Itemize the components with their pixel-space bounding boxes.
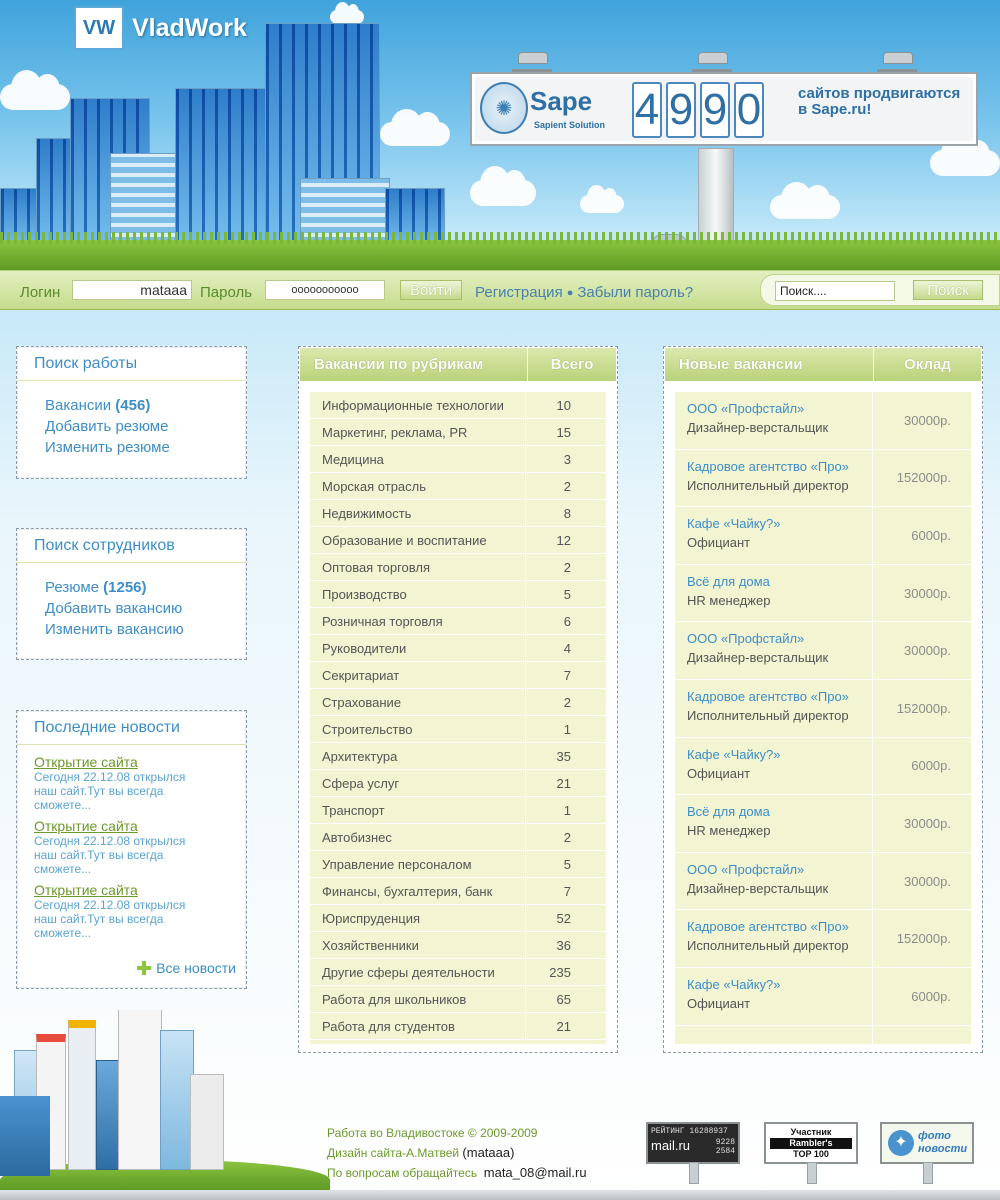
resumes-link[interactable]: Резюме (1256) xyxy=(45,579,147,596)
position-title: Официант xyxy=(687,535,751,551)
mailru-rating-counter[interactable] xyxy=(646,1122,740,1164)
cloud xyxy=(770,195,840,219)
table-row[interactable] xyxy=(310,527,606,554)
category-name[interactable]: Секритариат xyxy=(322,667,400,683)
table-row[interactable] xyxy=(310,419,606,446)
category-count: 10 xyxy=(525,392,605,418)
counter-number: 16288937 xyxy=(689,1127,728,1136)
cloud xyxy=(380,122,450,146)
vacancy-cell xyxy=(675,680,872,737)
header-banner xyxy=(0,0,1000,270)
table-header xyxy=(300,348,616,381)
category-name[interactable]: Оптовая торговля xyxy=(322,559,431,575)
search-button[interactable]: Поиск xyxy=(913,280,983,300)
vacancies-count: (456) xyxy=(115,397,151,414)
category-count: 21 xyxy=(525,1013,605,1039)
logo-text: VladWork xyxy=(132,13,247,42)
table-row[interactable] xyxy=(310,500,606,527)
position-title: Дизайнер-верстальщик xyxy=(687,650,829,666)
billboard-lamp xyxy=(512,52,552,72)
column-header-salary: Оклад xyxy=(904,356,951,373)
company-link[interactable]: Кафе «Чайку?» xyxy=(687,976,781,992)
news-panel xyxy=(16,710,247,989)
salary-value: 30000р. xyxy=(872,795,969,852)
camera-icon: ✦ xyxy=(888,1130,914,1156)
counter-brand: mail.ru xyxy=(651,1138,691,1153)
all-news-label: Все новости xyxy=(156,960,236,976)
category-name[interactable]: Морская отрасль xyxy=(322,478,427,494)
vacancy-cell xyxy=(675,392,872,449)
category-count: 2 xyxy=(525,824,605,850)
cloud xyxy=(470,180,536,206)
table-row[interactable] xyxy=(310,635,606,662)
position-title: Дизайнер-верстальщик xyxy=(687,880,829,896)
table-row[interactable] xyxy=(310,554,606,581)
category-name[interactable]: Финансы, бухгалтерия, банк xyxy=(322,883,493,899)
position-title: HR менеджер xyxy=(687,592,771,608)
salary-value: 6000р. xyxy=(872,738,969,795)
news-text: Сегодня 22.12.08 открылся наш сайт.Тут вы всегда сможете... xyxy=(34,834,186,876)
table-row[interactable] xyxy=(310,716,606,743)
category-name[interactable]: Работа для студентов xyxy=(322,1018,455,1034)
billboard-lamp xyxy=(877,52,917,72)
sape-banner[interactable] xyxy=(470,72,978,146)
salary-value: 152000р. xyxy=(872,450,969,507)
designer-nick: (mataaa) xyxy=(462,1145,515,1160)
company-link[interactable]: ООО «Профстайл» xyxy=(687,401,805,416)
position-title: HR менеджер xyxy=(687,823,771,839)
table-row xyxy=(675,680,971,738)
salary-value: 30000р. xyxy=(872,853,969,910)
vacancy-cell xyxy=(675,738,872,795)
news-text: Сегодня 22.12.08 открылся наш сайт.Тут вы всегда сможете... xyxy=(34,770,186,812)
category-name[interactable]: Производство xyxy=(322,586,407,602)
company-link[interactable]: Кафе «Чайку?» xyxy=(687,746,781,762)
category-count: 2 xyxy=(525,554,605,580)
category-count: 4 xyxy=(525,635,605,661)
category-name[interactable]: Страхование xyxy=(322,694,402,710)
password-label: Пароль xyxy=(200,284,253,301)
column-header-total: Всего xyxy=(550,356,594,373)
column-header-vacancy: Новые вакансии xyxy=(665,348,874,381)
counter-line: Участник xyxy=(790,1127,832,1137)
photo-news-counter[interactable] xyxy=(880,1122,974,1164)
category-name[interactable]: Работа для школьников xyxy=(322,991,467,1007)
company-link[interactable]: Кафе «Чайку?» xyxy=(687,516,781,532)
cloud xyxy=(0,84,70,110)
category-count: 5 xyxy=(525,851,605,877)
table-row xyxy=(675,910,971,968)
building xyxy=(118,1010,162,1170)
news-item xyxy=(17,818,246,876)
news-title-link[interactable]: Открытие сайта xyxy=(34,882,138,898)
banner-digit: 9 xyxy=(700,82,730,138)
category-count: 6 xyxy=(525,608,605,634)
building xyxy=(160,1030,194,1170)
counter-label: фото новости xyxy=(918,1130,968,1155)
logo[interactable] xyxy=(74,6,247,50)
category-count: 2 xyxy=(525,473,605,499)
contact-email[interactable]: mata_08@mail.ru xyxy=(483,1165,587,1180)
category-name[interactable]: Маркетинг, реклама, PR xyxy=(322,424,468,440)
building xyxy=(190,1074,224,1170)
position-title: Исполнительный директор xyxy=(687,938,849,954)
login-bar xyxy=(0,270,1000,310)
forgot-password-link[interactable]: Забыли пароль? xyxy=(577,284,694,301)
logo-mark: VW xyxy=(74,6,124,50)
vacancy-cell xyxy=(675,795,872,852)
search-box xyxy=(760,274,1000,306)
table-row[interactable] xyxy=(310,797,606,824)
table-row[interactable] xyxy=(310,608,606,635)
counter-value: 9228 xyxy=(715,1138,735,1147)
all-news-link[interactable] xyxy=(137,960,236,976)
table-row xyxy=(675,853,971,911)
category-name[interactable]: Медицина xyxy=(322,451,384,467)
news-text: Сегодня 22.12.08 открылся наш сайт.Тут вы всегда сможете... xyxy=(34,898,186,940)
register-link[interactable]: Регистрация xyxy=(475,284,563,301)
column-header-category: Вакансии по рубрикам xyxy=(300,348,528,381)
salary-value: 30000р. xyxy=(872,565,969,622)
login-label: Логин xyxy=(20,284,61,301)
table-row[interactable] xyxy=(310,392,606,419)
category-count: 3 xyxy=(525,446,605,472)
counter-label: РЕЙТИНГ xyxy=(651,1127,685,1136)
category-count: 1 xyxy=(525,716,605,742)
billboard-lamp xyxy=(692,52,732,72)
category-name[interactable]: Информационные технологии xyxy=(322,397,504,413)
salary-value: 152000р. xyxy=(872,910,969,967)
login-button[interactable]: Войти xyxy=(400,280,462,300)
position-title: Дизайнер-верстальщик xyxy=(687,420,829,435)
bullet-icon: ● xyxy=(566,287,574,299)
table-row xyxy=(675,622,971,680)
category-count: 65 xyxy=(525,986,605,1012)
table-row xyxy=(675,392,971,450)
vacancies-link[interactable]: Вакансии (456) xyxy=(45,397,151,414)
banner-brand: Sape xyxy=(530,86,593,116)
company-link[interactable]: ООО «Профстайл» xyxy=(687,861,805,877)
position-title: Официант xyxy=(687,765,751,781)
contact-line: По вопросам обращайтесь mata_08@mail.ru xyxy=(327,1165,587,1180)
category-name[interactable]: Автобизнес xyxy=(322,829,392,845)
vacancy-cell xyxy=(675,507,872,564)
company-link[interactable]: Всё для дома xyxy=(687,804,770,820)
building xyxy=(175,88,270,248)
footer-city-illustration xyxy=(0,1010,330,1200)
edit-vacancy-link[interactable]: Изменить вакансию xyxy=(45,621,184,638)
building xyxy=(68,1020,96,1170)
table-row xyxy=(675,450,971,508)
category-name[interactable]: Архитектура xyxy=(322,748,398,764)
vacancies-table xyxy=(663,346,983,1053)
category-count: 7 xyxy=(525,878,605,904)
position-title: Исполнительный директор xyxy=(687,477,849,493)
staff-search-panel xyxy=(16,528,247,660)
password-input[interactable] xyxy=(265,280,385,300)
resumes-count: (1256) xyxy=(103,579,147,596)
panel-title: Последние новости xyxy=(17,711,246,745)
cloud xyxy=(330,10,364,24)
counter-value: 2584 xyxy=(715,1147,735,1156)
news-item xyxy=(17,754,246,812)
category-count: 52 xyxy=(525,905,605,931)
cloud xyxy=(580,195,624,213)
category-count: 15 xyxy=(525,419,605,445)
company-link[interactable]: Кадровое агентство «Про» xyxy=(687,458,849,474)
category-name[interactable]: Хозяйственники xyxy=(322,937,419,953)
table-row[interactable] xyxy=(310,1013,606,1040)
table-header xyxy=(665,348,981,381)
footer-info xyxy=(327,1124,587,1183)
category-name[interactable]: Транспорт xyxy=(322,802,385,818)
position-title: Исполнительный директор xyxy=(687,707,849,723)
table-row[interactable] xyxy=(310,446,606,473)
table-row[interactable] xyxy=(310,932,606,959)
company-link[interactable]: Всё для дома xyxy=(687,573,770,589)
edit-resume-link[interactable]: Изменить резюме xyxy=(45,439,170,456)
table-row[interactable] xyxy=(310,959,606,986)
banner-digit: 0 xyxy=(734,82,764,138)
news-title-link[interactable]: Открытие сайта xyxy=(34,818,138,834)
category-count: 7 xyxy=(525,662,605,688)
category-name[interactable]: Другие сферы деятельности xyxy=(322,964,495,980)
table-row xyxy=(675,738,971,796)
category-count: 21 xyxy=(525,770,605,796)
footer-line xyxy=(0,1190,1000,1200)
salary-value: 30000р. xyxy=(872,392,969,449)
company-link[interactable]: Кадровое агентство «Про» xyxy=(687,919,849,935)
salary-value: 30000р. xyxy=(872,622,969,679)
counter-line: Rambler's xyxy=(770,1138,852,1149)
category-count: 36 xyxy=(525,932,605,958)
category-name[interactable]: Недвижимость xyxy=(322,505,412,521)
category-name[interactable]: Розничная торговля xyxy=(322,613,443,629)
vacancies-list xyxy=(675,392,971,1044)
category-count: 1 xyxy=(525,797,605,823)
add-resume-link[interactable]: Добавить резюме xyxy=(45,418,169,435)
salary-value: 6000р. xyxy=(872,507,969,564)
category-count: 235 xyxy=(525,959,605,985)
job-search-panel xyxy=(16,346,247,479)
table-row[interactable] xyxy=(310,689,606,716)
category-count: 35 xyxy=(525,743,605,769)
table-row xyxy=(675,968,971,1026)
banner-brand-sub: Sapient Solution xyxy=(534,120,605,130)
table-row[interactable] xyxy=(310,878,606,905)
category-name[interactable]: Юриспруденция xyxy=(322,910,421,926)
table-row[interactable] xyxy=(310,986,606,1013)
vacancy-cell xyxy=(675,622,872,679)
news-item xyxy=(17,882,246,940)
copyright: Работа во Владивостоке © 2009-2009 xyxy=(327,1126,538,1140)
category-count: 12 xyxy=(525,527,605,553)
company-link[interactable]: Кадровое агентство «Про» xyxy=(687,688,849,704)
vacancy-cell xyxy=(675,910,872,967)
categories-list xyxy=(310,392,606,1044)
table-row-empty xyxy=(675,1026,971,1045)
category-name[interactable]: Строительство xyxy=(322,721,413,737)
table-row[interactable] xyxy=(310,473,606,500)
table-row[interactable] xyxy=(310,662,606,689)
vacancy-cell xyxy=(675,853,872,910)
category-count: 5 xyxy=(525,581,605,607)
table-row xyxy=(675,565,971,623)
category-name[interactable]: Управление персоналом xyxy=(322,856,472,872)
categories-table xyxy=(298,346,618,1053)
grass-strip xyxy=(0,240,1000,270)
table-row[interactable] xyxy=(310,770,606,797)
panel-title: Поиск сотрудников xyxy=(17,529,246,563)
banner-text: сайтов продвигаются в Sape.ru! xyxy=(798,85,961,118)
category-name[interactable]: Образование и воспитание xyxy=(322,532,487,548)
login-input[interactable] xyxy=(72,280,192,300)
add-vacancy-link[interactable]: Добавить вакансию xyxy=(45,600,183,617)
news-title-link[interactable]: Открытие сайта xyxy=(34,754,138,770)
design-credit: Дизайн сайта-А.Матвей (mataaa) xyxy=(327,1145,515,1160)
table-row[interactable] xyxy=(310,824,606,851)
category-count: 8 xyxy=(525,500,605,526)
category-name[interactable]: Сфера услуг xyxy=(322,775,400,791)
rambler-top100-counter[interactable] xyxy=(764,1122,858,1164)
table-row xyxy=(675,795,971,853)
banner-digit: 9 xyxy=(666,82,696,138)
table-row[interactable] xyxy=(310,851,606,878)
cloud xyxy=(930,150,1000,176)
banner-counter xyxy=(632,82,764,138)
counter-line: TOP 100 xyxy=(793,1149,829,1159)
vacancy-cell xyxy=(675,565,872,622)
building xyxy=(0,1096,50,1176)
company-link[interactable]: ООО «Профстайл» xyxy=(687,631,805,647)
salary-value: 152000р. xyxy=(872,680,969,737)
plus-icon xyxy=(137,961,151,975)
salary-value: 6000р. xyxy=(872,968,969,1025)
table-row[interactable] xyxy=(310,743,606,770)
table-row[interactable] xyxy=(310,905,606,932)
vacancy-cell xyxy=(675,450,872,507)
panel-title: Поиск работы xyxy=(17,347,246,381)
table-row xyxy=(675,507,971,565)
category-count: 2 xyxy=(525,689,605,715)
position-title: Официант xyxy=(687,995,751,1011)
banner-digit: 4 xyxy=(632,82,662,138)
account-links xyxy=(475,284,693,301)
search-input[interactable] xyxy=(775,281,895,301)
category-name[interactable]: Руководители xyxy=(322,640,407,656)
vacancy-cell xyxy=(675,968,872,1025)
brain-icon: ✺ xyxy=(480,82,528,134)
table-row[interactable] xyxy=(310,581,606,608)
